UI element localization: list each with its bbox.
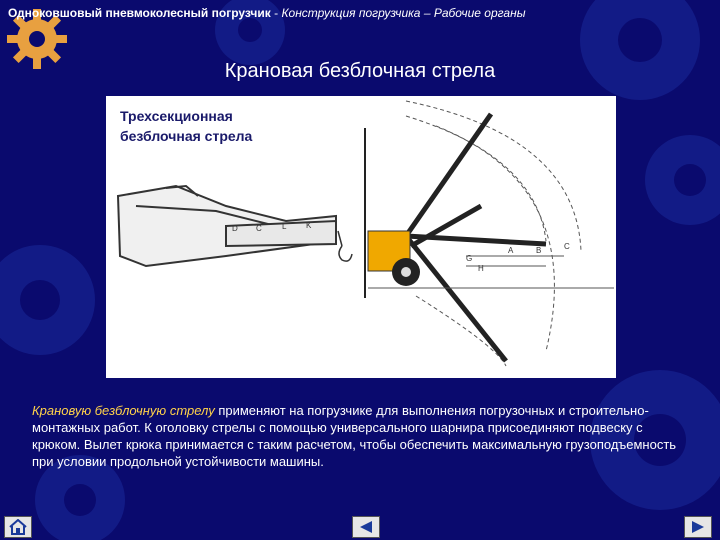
label-k: K	[306, 221, 312, 230]
home-button[interactable]	[4, 516, 32, 538]
label-b: B	[536, 246, 542, 255]
prev-arrow-icon	[356, 519, 376, 535]
next-arrow-icon	[688, 519, 708, 535]
highlight-term: Крановую безблочную стрелу	[32, 403, 215, 418]
slide-title: Крановая безблочная стрела	[224, 60, 496, 82]
description-paragraph	[32, 402, 692, 470]
figure-caption	[120, 106, 320, 146]
header-separator: -	[274, 6, 279, 20]
breadcrumb: Конструкция погрузчика – Рабочие органы	[281, 6, 526, 20]
label-h: H	[478, 264, 484, 273]
label-c-boom: C	[256, 224, 262, 233]
label-d: D	[232, 224, 238, 233]
description-text: применяют на погрузчике для выполнения погрузочных и строительно-монтажных работ. К оголовку стрелы с помощью универсального шарнира присоединяют подвеску с крюком. Вылет крюка принимается с таким расчетом, чтобы обеспечить максимальную грузоподъемность при условии продольной устойчивости машины.	[32, 403, 677, 469]
label-c-right: C	[564, 242, 570, 251]
frame-edge	[364, 128, 366, 298]
next-slide-button[interactable]	[684, 516, 712, 538]
label-g: G	[466, 254, 473, 263]
label-l: L	[282, 222, 287, 231]
header-title: Одноковшовый пневмоколесный погрузчик	[8, 6, 271, 20]
caption-line-1: Трехсекционная	[120, 108, 233, 124]
label-a: A	[508, 246, 514, 255]
home-icon	[8, 519, 28, 535]
header-bar	[0, 0, 720, 26]
caption-line-2: безблочная стрела	[120, 128, 253, 144]
boom-illustration	[106, 96, 616, 378]
prev-slide-button[interactable]	[352, 516, 380, 538]
